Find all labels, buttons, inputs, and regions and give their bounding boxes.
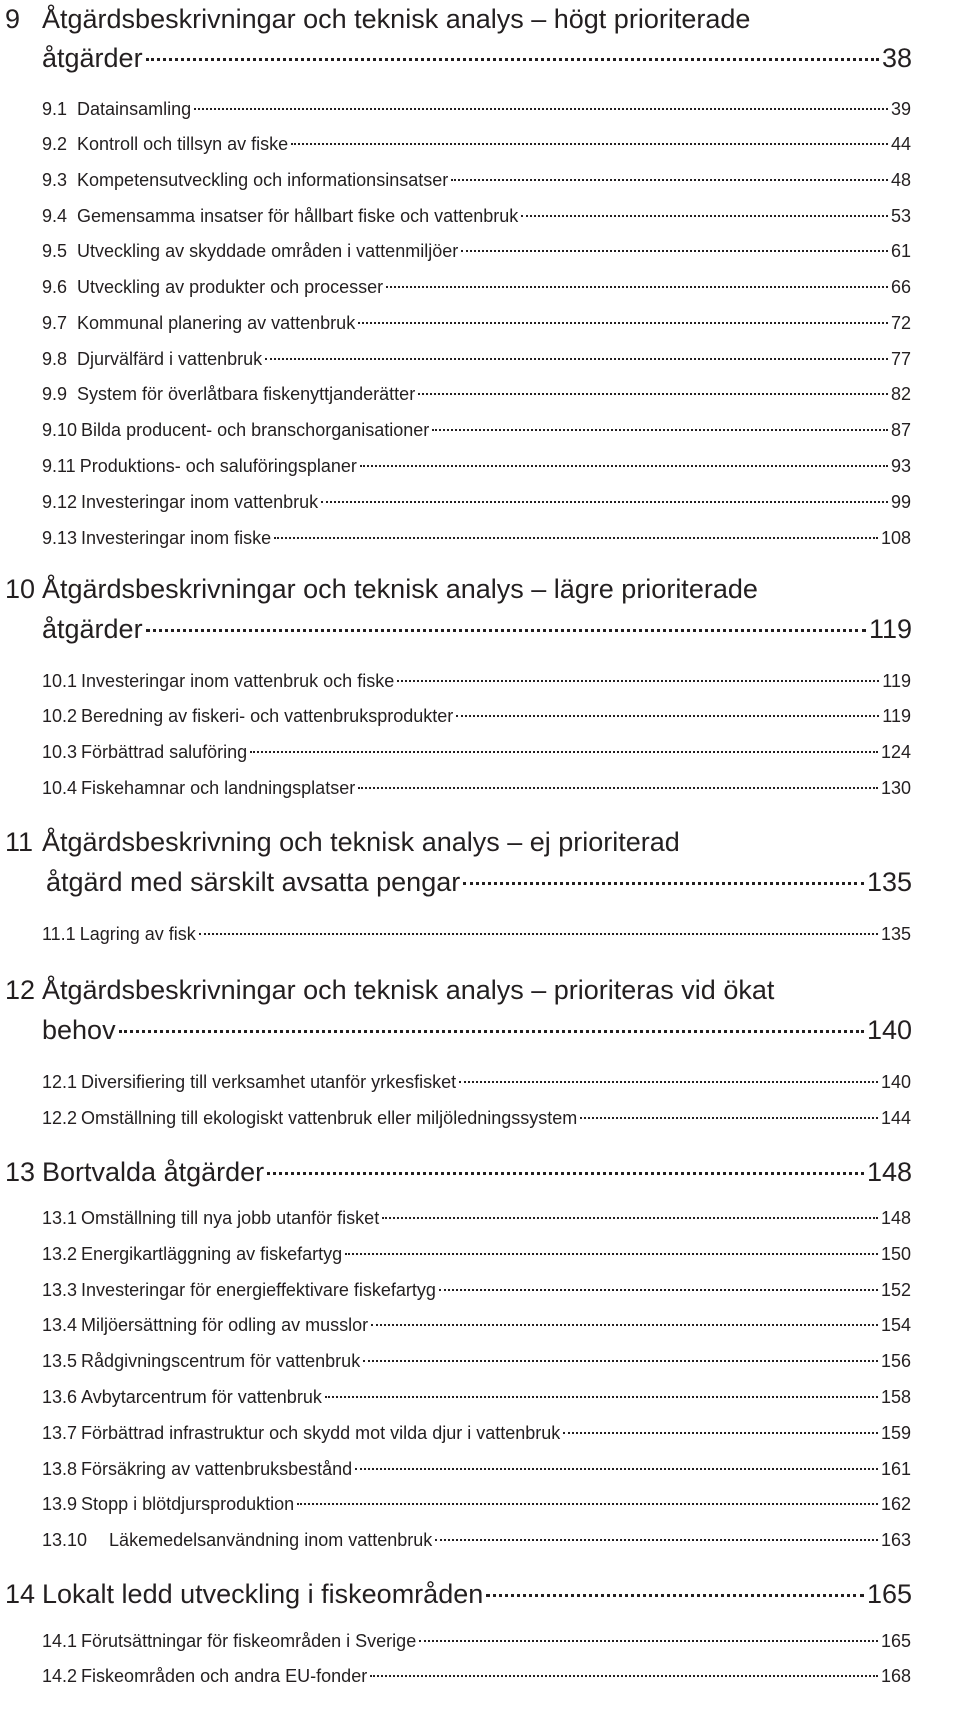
page-number: 99 <box>890 491 911 512</box>
page-number: 108 <box>880 527 911 548</box>
page-number: 82 <box>890 384 911 405</box>
section-title: Kommunal planering av vattenbruk <box>77 312 356 333</box>
section-title: Bilda producent- och branschorganisationer <box>81 420 430 441</box>
page-number: 66 <box>890 277 911 298</box>
page-number: 163 <box>880 1530 911 1551</box>
page-number: 124 <box>880 742 911 763</box>
page-number: 165 <box>880 1630 911 1651</box>
dot-leader <box>358 322 888 324</box>
section-title: Beredning av fiskeri- och vattenbruksprodukter <box>81 706 454 727</box>
page-number: 87 <box>890 420 911 441</box>
section-title: Investeringar inom vattenbruk och fiske <box>81 670 395 691</box>
dot-leader <box>386 286 888 288</box>
page-number: 61 <box>890 241 911 262</box>
section-number: 13.2 <box>42 1243 78 1264</box>
page-number: 148 <box>880 1208 911 1229</box>
dot-leader <box>419 1640 878 1642</box>
dot-leader <box>297 1503 878 1505</box>
dot-leader <box>146 629 866 632</box>
section-number: 9.10 <box>42 420 78 441</box>
dot-leader <box>486 1594 864 1597</box>
dot-leader <box>265 358 888 360</box>
dot-leader <box>461 250 888 252</box>
dot-leader <box>580 1117 878 1119</box>
dot-leader <box>358 787 878 789</box>
chapter-number: 12 <box>5 974 36 1005</box>
section-title: Rådgivningscentrum för vattenbruk <box>81 1351 361 1372</box>
page-number: 156 <box>880 1351 911 1372</box>
chapter-title-line2: åtgärder <box>42 614 143 645</box>
chapter-number: 10 <box>5 574 36 605</box>
page-number: 144 <box>880 1107 911 1128</box>
section-title: Lagring av fisk <box>79 924 196 945</box>
dot-leader <box>345 1253 878 1255</box>
section-title: Avbytarcentrum för vattenbruk <box>81 1387 322 1407</box>
dot-leader <box>325 1396 878 1398</box>
section-title: Produktions- och saluföringsplaner <box>79 456 357 476</box>
section-title: Miljöersättning för odling av musslor <box>81 1315 369 1336</box>
dot-leader <box>363 1360 878 1362</box>
page-number: 44 <box>890 134 911 155</box>
section-number: 10.2 <box>42 706 78 727</box>
section-number: 9.11 <box>42 456 76 476</box>
dot-leader <box>435 1539 878 1541</box>
dot-leader <box>194 108 888 110</box>
dot-leader <box>146 58 879 61</box>
page-number: 53 <box>890 205 911 226</box>
page-number: 159 <box>880 1422 911 1443</box>
section-number: 13.8 <box>42 1458 78 1479</box>
page-number: 72 <box>890 312 911 333</box>
dot-leader <box>456 715 879 717</box>
chapter-title-line2: behov <box>42 1014 116 1045</box>
section-number: 14.2 <box>42 1666 78 1687</box>
section-number: 9.7 <box>42 312 68 333</box>
chapter-number: 13 <box>5 1156 36 1187</box>
chapter-number: 9 <box>5 4 21 35</box>
section-number: 11.1 <box>42 924 76 945</box>
section-title: Utveckling av skyddade områden i vattenmiljöer <box>77 241 459 262</box>
section-title: Diversifiering till verksamhet utanför yrkesfisket <box>81 1071 457 1092</box>
section-title: Försäkring av vattenbruksbestånd <box>81 1458 353 1479</box>
dot-leader <box>563 1432 878 1434</box>
chapter-title-line1: Åtgärdsbeskrivningar och teknisk analys – lägre prioriterade <box>42 574 758 605</box>
chapter-title-line1: Åtgärdsbeskrivningar och teknisk analys – prioriteras vid ökat <box>42 974 775 1005</box>
page-number: 140 <box>866 1014 912 1045</box>
page-number: 161 <box>880 1458 911 1479</box>
section-title: Stopp i blötdjursproduktion <box>81 1494 295 1515</box>
section-number: 13.5 <box>42 1351 78 1372</box>
dot-leader <box>439 1289 878 1291</box>
dot-leader <box>250 751 878 753</box>
dot-leader <box>432 429 888 431</box>
page-number: 77 <box>890 348 911 369</box>
section-title: Förbättrad saluföring <box>81 742 248 763</box>
section-number: 13.3 <box>42 1279 78 1300</box>
page-number: 168 <box>880 1666 911 1687</box>
dot-leader <box>451 179 888 181</box>
dot-leader <box>355 1468 878 1470</box>
page-number: 158 <box>880 1387 911 1407</box>
section-title: Investeringar inom vattenbruk <box>81 491 319 512</box>
page-number: 119 <box>882 670 911 691</box>
page-number: 38 <box>881 43 912 74</box>
section-title: Förutsättningar för fiskeområden i Sverige <box>81 1630 417 1651</box>
page-number: 93 <box>890 456 911 476</box>
section-title: Utveckling av produkter och processer <box>77 277 384 298</box>
chapter-number: 11 <box>5 827 34 858</box>
page-number: 162 <box>880 1494 911 1515</box>
dot-leader <box>370 1675 878 1677</box>
dot-leader <box>267 1172 864 1175</box>
section-number: 12.1 <box>42 1071 78 1092</box>
section-number: 10.1 <box>42 670 78 691</box>
page-number: 39 <box>890 99 911 120</box>
section-title: Fiskehamnar och landningsplatser <box>81 777 356 798</box>
page-number: 135 <box>880 924 911 945</box>
section-number: 12.2 <box>42 1107 78 1128</box>
page-number: 165 <box>866 1579 912 1610</box>
chapter-number: 14 <box>5 1579 36 1610</box>
dot-leader <box>291 143 888 145</box>
section-title: Omställning till ekologiskt vattenbruk eller miljöledningssystem <box>81 1107 578 1128</box>
section-number: 13.7 <box>42 1422 78 1443</box>
dot-leader <box>521 215 888 217</box>
section-number: 9.5 <box>42 241 68 262</box>
section-title: System för överlåtbara fiskenyttjanderätter <box>77 384 416 405</box>
section-number: 13.10 <box>42 1530 88 1551</box>
chapter-title-line2: åtgärd med särskilt avsatta pengar <box>46 867 461 898</box>
section-number: 13.1 <box>42 1208 78 1229</box>
section-title: Datainsamling <box>77 99 192 120</box>
section-number: 9.3 <box>42 169 68 190</box>
section-title: Fiskeområden och andra EU-fonder <box>81 1666 368 1687</box>
section-number: 10.3 <box>42 742 78 763</box>
section-title: Gemensamma insatser för hållbart fiske och vattenbruk <box>77 205 519 226</box>
section-number: 9.12 <box>42 491 78 512</box>
section-title: Djurvälfärd i vattenbruk <box>77 348 263 369</box>
section-number: 9.1 <box>42 99 68 120</box>
section-title: Kompetensutveckling och informationsinsatser <box>77 169 449 190</box>
page-number: 119 <box>882 706 911 727</box>
section-number: 13.6 <box>42 1387 78 1407</box>
chapter-title-line2: åtgärder <box>42 43 143 74</box>
chapter-title: Bortvalda åtgärder <box>42 1156 265 1187</box>
dot-leader <box>119 1030 864 1033</box>
section-number: 9.9 <box>42 384 68 405</box>
section-number: 9.2 <box>42 134 68 155</box>
dot-leader <box>371 1324 878 1326</box>
page-number: 48 <box>890 169 911 190</box>
page-number: 152 <box>880 1279 911 1300</box>
page-number: 150 <box>880 1243 911 1264</box>
page-number: 130 <box>880 777 911 798</box>
page-number: 148 <box>866 1156 912 1187</box>
section-title: Investeringar för energieffektivare fiskefartyg <box>81 1279 436 1300</box>
section-number: 9.8 <box>42 348 68 369</box>
section-number: 10.4 <box>42 777 78 798</box>
dot-leader <box>418 393 888 395</box>
section-title: Läkemedelsanvändning inom vattenbruk <box>109 1530 433 1551</box>
chapter-title-line1: Åtgärdsbeskrivningar och teknisk analys – högt prioriterade <box>42 4 751 35</box>
dot-leader <box>274 537 878 539</box>
section-number: 9.13 <box>42 527 78 548</box>
section-title: Investeringar inom fiske <box>81 527 272 548</box>
page-number: 140 <box>880 1071 911 1092</box>
section-number: 9.6 <box>42 277 68 298</box>
chapter-title: Lokalt ledd utveckling i fiskeområden <box>42 1579 484 1610</box>
section-title: Omställning till nya jobb utanför fisket <box>81 1208 380 1229</box>
dot-leader <box>199 933 878 935</box>
dot-leader <box>463 882 864 885</box>
dot-leader <box>321 501 888 503</box>
page-number: 154 <box>880 1315 911 1336</box>
page-number: 135 <box>866 867 912 898</box>
section-title: Energikartläggning av fiskefartyg <box>81 1243 343 1264</box>
section-number: 13.9 <box>42 1494 78 1515</box>
section-title: Förbättrad infrastruktur och skydd mot vilda djur i vattenbruk <box>81 1422 561 1443</box>
section-title: Kontroll och tillsyn av fiske <box>77 134 289 155</box>
section-number: 9.4 <box>42 205 68 226</box>
dot-leader <box>382 1217 878 1219</box>
dot-leader <box>459 1081 878 1083</box>
section-number: 14.1 <box>42 1630 78 1651</box>
dot-leader <box>397 680 879 682</box>
section-number: 13.4 <box>42 1315 78 1336</box>
chapter-title-line1: Åtgärdsbeskrivning och teknisk analys – ej prioriterad <box>42 827 680 858</box>
page-number: 119 <box>868 614 912 645</box>
dot-leader <box>360 465 888 467</box>
